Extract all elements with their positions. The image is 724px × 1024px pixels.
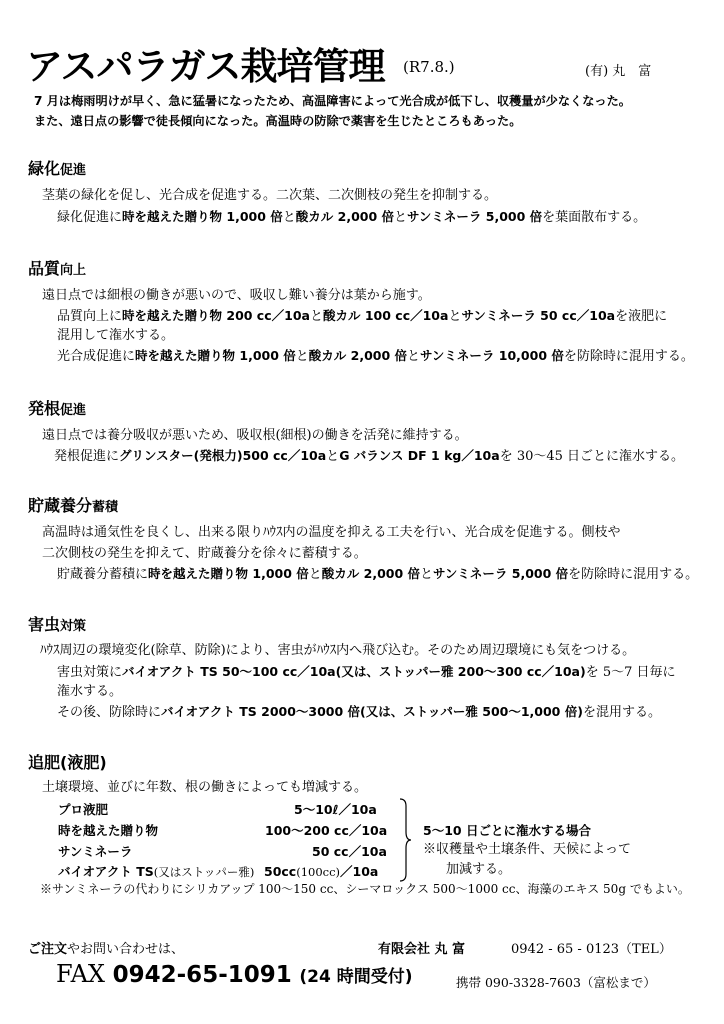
section-heading-rooting [28, 396, 86, 419]
quality-line-1: 遠日点では細根の働きが悪いので、吸収し難い養分は葉から施す。 [42, 288, 431, 303]
quality-line-4 [57, 345, 694, 367]
product-rate-tail: ／10a [340, 864, 379, 879]
heading-text: 品質 [28, 259, 61, 278]
order-rest: やお問い合わせは、 [67, 942, 185, 957]
section-heading-topdress: 追肥(液肥) [28, 753, 107, 772]
text-run: 発根促進に [54, 449, 120, 464]
footer-company: 有限会社 丸 富 [378, 942, 466, 957]
product-dose: サンミネーラ 5,000 倍 [407, 209, 543, 224]
order-line [28, 938, 184, 957]
brace-note-2: 加減する。 [446, 862, 512, 877]
text-run: と [309, 309, 323, 324]
quality-line-2 [57, 305, 667, 327]
intro-line-1: 7 月は梅雨明けが早く、急に猛暑になったため、高温障害によって光合成が低下し、収穫量が少なくなった。 [34, 94, 631, 108]
product-dose: サンミネーラ 10,000 倍 [420, 348, 564, 363]
text-run: 貯蔵養分蓄積に [57, 567, 149, 582]
text-run: と [308, 567, 322, 582]
text-run: を防除時に混用する。 [563, 349, 694, 364]
text-run: を 5～7 日毎に [585, 665, 676, 680]
order-bold: ご注文 [28, 942, 68, 957]
section-heading-pest [28, 612, 86, 635]
product-dose: バイオアクト TS 50～100 cc／10a(又は、ストッパー雅 200～300 cc／10a) [122, 664, 586, 679]
product-name: 時を越えた贈り物 [58, 823, 159, 838]
quality-line-3: 混用して潅水する。 [57, 328, 175, 343]
text-run: その後、防除時に [57, 705, 162, 720]
text-run: と [394, 210, 408, 225]
storage-line-2: 二次側枝の発生を抑えて、貯蔵養分を徐々に蓄積する。 [42, 546, 367, 561]
section-heading-greening [28, 156, 86, 179]
storage-line-1: 高温時は通気性を良くし、出来る限りﾊｳｽ内の温度を抑える工夫を行い、光合成を促進する。側枝や [42, 525, 621, 540]
company-name: (有) 丸 富 [585, 64, 652, 79]
product-dose: サンミネーラ 50 cc／10a [461, 308, 616, 323]
text-run: と [407, 349, 421, 364]
intro-line-2: また、遠日点の影響で徒長傾向になった。高温時の防除で薬害を生じたところもあった。 [34, 114, 522, 128]
product-name [58, 862, 254, 880]
text-run: と [295, 349, 309, 364]
text-run: 光合成促進に [57, 349, 136, 364]
storage-line-3 [57, 563, 698, 585]
product-dose: 酸カル 2,000 倍 [308, 348, 408, 363]
section-heading-storage [28, 493, 118, 516]
product-name-note: (又はストッパー雅) [153, 865, 255, 879]
text-run: 害虫対策に [57, 665, 123, 680]
text-run: を液肥に [615, 309, 668, 324]
heading-text-small: 向上 [60, 263, 87, 278]
product-dose: 酸カル 2,000 倍 [295, 209, 395, 224]
product-dose: 時を越えた贈り物 200 cc／10a [122, 308, 310, 323]
heading-text-small: 蓄積 [92, 500, 119, 515]
product-dose: 時を越えた贈り物 1,000 倍 [148, 566, 309, 581]
topdress-line-1: 土壌環境、並びに年数、根の働きによっても増減する。 [42, 780, 368, 795]
heading-text-small: 促進 [60, 163, 87, 178]
fax-line [56, 960, 413, 988]
text-run: と [420, 567, 434, 582]
rooting-line-2 [54, 445, 684, 467]
heading-text: 緑化 [28, 159, 61, 178]
brace-title: 5～10 日ごとに潅水する場合 [423, 823, 591, 838]
pest-line-3: 潅水する。 [57, 684, 123, 699]
product-dose: バイオアクト TS 2000～3000 倍(又は、ストッパー雅 500～1,000 倍) [161, 704, 583, 719]
text-run: を 30～45 日ごとに潅水する。 [499, 449, 685, 464]
text-run: と [448, 309, 462, 324]
section-heading-quality [28, 256, 86, 279]
pest-line-2 [57, 661, 676, 683]
fax-hours: (24 時間受付) [299, 967, 413, 987]
product-rate [264, 862, 378, 880]
product-dose: 時を越えた贈り物 1,000 倍 [122, 209, 283, 224]
topdress-footnote: ※サンミネーラの代わりにシリカアップ 100～150 cc、シーマロックス 500～1000 cc、海藻のエキス 50g でもよい。 [40, 882, 690, 896]
brace-icon [398, 798, 412, 882]
product-rate: 5～10ℓ／10a [294, 802, 377, 817]
heading-text-small: 対策 [60, 619, 87, 634]
heading-text: 害虫 [28, 615, 61, 634]
text-run: 緑化促進に [57, 210, 123, 225]
product-dose: サンミネーラ 5,000 倍 [433, 566, 569, 581]
product-rate: 50 cc／10a [312, 844, 387, 859]
greening-line-2 [57, 206, 646, 228]
product-name-main: バイオアクト TS [58, 864, 154, 879]
pest-line-4 [57, 701, 661, 723]
page-title: アスパラガス栽培管理 [26, 45, 385, 88]
text-run: と [326, 449, 340, 464]
product-rate: 100～200 cc／10a [265, 823, 388, 838]
text-run: を葉面散布する。 [542, 210, 647, 225]
product-name: サンミネーラ [58, 844, 133, 859]
product-rate-note: (100cc) [296, 865, 341, 879]
footer-tel: 0942 - 65 - 0123（TEL） [511, 942, 672, 957]
product-dose: G バランス DF 1 kg／10a [339, 448, 500, 463]
intro-text [34, 91, 631, 131]
heading-text: 発根 [28, 399, 61, 418]
footer-mobile: 携帯 090-3328-7603（富松まで） [456, 975, 656, 990]
text-run: を防除時に混用する。 [568, 567, 699, 582]
greening-line-1: 茎葉の緑化を促し、光合成を促進する。二次葉、二次側枝の発生を抑制する。 [42, 188, 498, 203]
heading-text-small: 促進 [60, 403, 87, 418]
product-dose: 時を越えた贈り物 1,000 倍 [135, 348, 296, 363]
product-dose: 酸カル 2,000 倍 [321, 566, 421, 581]
pest-line-1: ﾊｳｽ周辺の環境変化(除草、防除)により、害虫がﾊｳｽ内へ飛び込む。そのため周辺環境にも気をつける。 [40, 643, 636, 658]
text-run: を混用する。 [582, 705, 661, 720]
product-rate-main: 50cc [264, 864, 297, 879]
text-run: 品質向上に [57, 309, 123, 324]
fax-number: 0942-65-1091 [112, 962, 292, 988]
rooting-line-1: 遠日点では養分吸収が悪いため、吸収根(細根)の働きを活発に維持する。 [42, 428, 468, 443]
text-run: と [282, 210, 296, 225]
product-dose: 酸カル 100 cc／10a [322, 308, 449, 323]
brace-note-1: ※収穫量や土壌条件、天候によって [423, 842, 632, 857]
product-name: プロ液肥 [58, 802, 109, 817]
date-label: (R7.8.) [403, 58, 455, 76]
fax-label: FAX [56, 960, 105, 988]
product-dose: グリンスター(発根力)500 cc／10a [119, 448, 327, 463]
heading-text: 貯蔵養分 [28, 496, 93, 515]
